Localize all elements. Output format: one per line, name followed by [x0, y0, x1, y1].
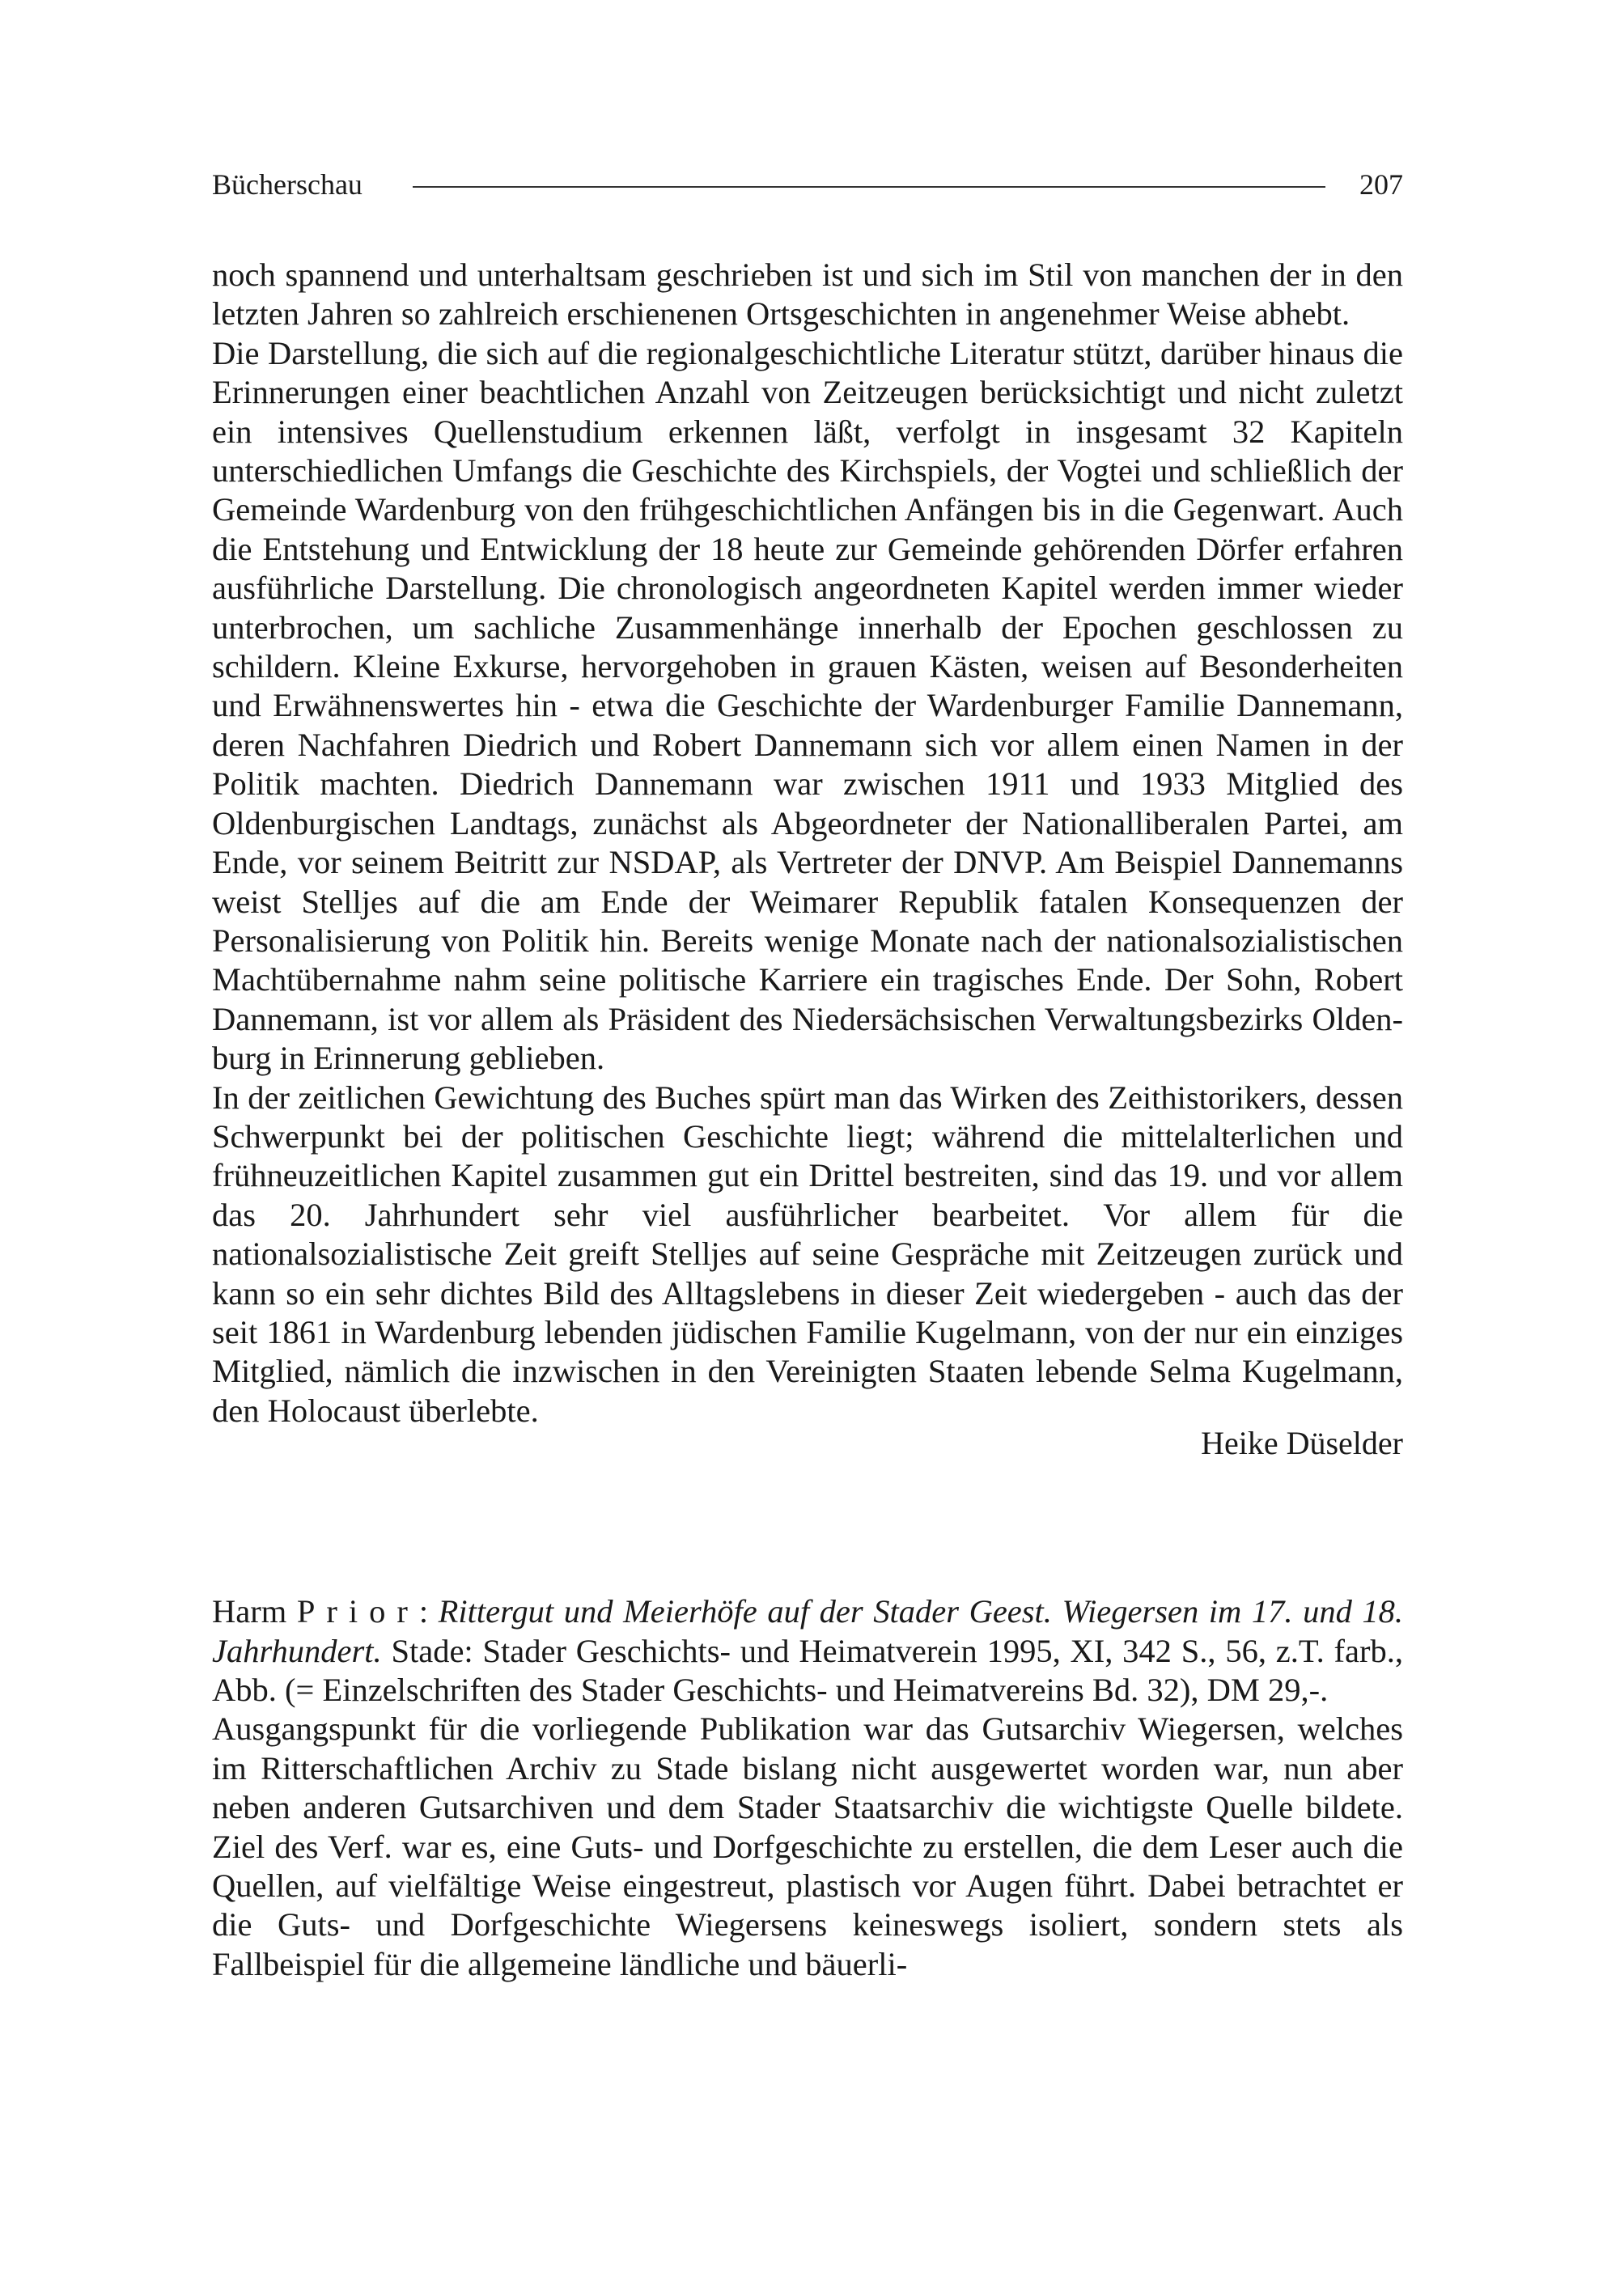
page-number: 207 [1359, 168, 1403, 201]
reviewer-signature: Heike Düselder [1201, 1425, 1403, 1462]
citation-separator: : [418, 1593, 429, 1630]
review1-paragraph-1: noch spannend und unterhaltsam geschrieben ist und sich im Stil von manchen der in den letzten Jahren so zahlreich erschienenen Ortsgeschichten in angenehmer Weise abhebt. [212, 256, 1403, 333]
header-rule [413, 186, 1325, 188]
review1-paragraph-2: Die Darstellung, die sich auf die regionalgeschichtliche Literatur stützt, darüber hinaus die Erinnerungen einer beachtlichen Anzahl von Zeitzeugen berücksichtigt und nicht zuletzt ein intensives Quellenstudium erkennen läßt, verfolgt in insgesamt 32 Kapiteln unterschiedlichen Umfangs die Geschichte des Kirchspiels, der Vogtei und schließlich der Gemeinde Wardenburg von den frühgeschichtlichen Anfängen bis in die Gegenwart. Auch die Entstehung und Entwicklung der 18 heute zur Gemeinde gehörenden Dörfer erfahren ausführliche Darstellung. Die chronologisch angeordneten Kapitel werden immer wieder unterbrochen, um sachliche Zusammenhänge innerhalb der Epochen geschlossen zu schildern. Kleine Exkurse, hervorgehoben in grauen Kästen, weisen auf Besonderheiten und Erwähnenswertes hin - etwa die Geschichte der Wardenburger Familie Dannemann, deren Nachfahren Diedrich und Robert Dannemann sich vor allem einen Namen in der Politik machten. Diedrich Dannemann war zwischen 1911 und 1933 Mitglied des Oldenburgischen Landtags, zunächst als Abgeordneter der Nationalliberalen Partei, am Ende, vor seinem Beitritt zur NSDAP, als Vertreter der DNVP. Am Beispiel Dannemanns weist Stelljes auf die am Ende der Weimarer Republik fatalen Konsequenzen der Personalisierung von Politik hin. Bereits wenige Monate nach der nationalsozialistischen Machtübernahme nahm seine politische Karriere ein tragisches Ende. Der Sohn, Robert Dannemann, ist vor allem als Präsident des Niedersächsischen Verwaltungsbezirks Oldenburg in Erinnerung geblieben. [212, 334, 1403, 1077]
running-head [212, 160, 1403, 209]
review2-paragraph-1: Ausgangspunkt für die vorliegende Publikation war das Gutsarchiv Wiegersen, welches im Ritterschaftlichen Archiv zu Stade bislang nicht ausgewertet worden war, nun aber neben anderen Gutsarchiven und dem Stader Staatsarchiv die wichtigste Quelle bildete. Ziel des Verf. war es, eine Guts- und Dorfgeschichte zu erstellen, die dem Leser auch die Quellen, auf vielfältige Weise eingestreut, plastisch vor Augen führt. Dabei betrachtet er die Guts- und Dorfgeschichte Wiegersens keineswegs isoliert, sondern stets als Fallbeispiel für die allgemeine ländliche und bäuerli- [212, 1710, 1403, 1982]
book-title: Rittergut und Meierhöfe auf der Stader Geest. Wiegersen im 17. und 18. Jahrhundert. [212, 1593, 1404, 1669]
review2-citation [212, 1592, 1403, 1710]
review2 [212, 1592, 1403, 1984]
author-last-name: Prior [296, 1593, 419, 1630]
author-first-name: Harm [212, 1593, 287, 1630]
review1-paragraph-3: In der zeitlichen Gewichtung des Buches spürt man das Wirken des Zeithistorikers, dessen Schwerpunkt bei der politischen Geschichte liegt; während die mittelalterlichen und frühneuzeitlichen Kapitel zusammen gut ein Drittel bestreiten, sind das 19. und vor allem das 20. Jahrhundert sehr viel ausführlicher bearbeitet. Vor allem für die nationalsozialistische Zeit greift Stelljes auf seine Gespräche mit Zeitzeugen zurück und kann so ein sehr dichtes Bild des Alltagslebens in dieser Zeit wiedergeben - auch das der seit 1861 in Wardenburg lebenden jüdischen Familie Kugelmann, von der nur ein einziges Mitglied, nämlich die inzwischen in den Vereinigten Staaten lebende Selma Kugelmann, den Holocaust überlebte. [212, 1079, 1403, 1429]
review-text [212, 256, 1403, 1984]
book-imprint: Stade: Stader Geschichts- und Heimatverein 1995, XI, 342 S., 56, z.T. farb., Abb. (= Einzelschriften des Stader Geschichts- und Heimatvereins Bd. 32), DM 29,-. [212, 1632, 1404, 1708]
section-title: Bücherschau [212, 168, 363, 201]
book-page [212, 160, 1403, 2232]
